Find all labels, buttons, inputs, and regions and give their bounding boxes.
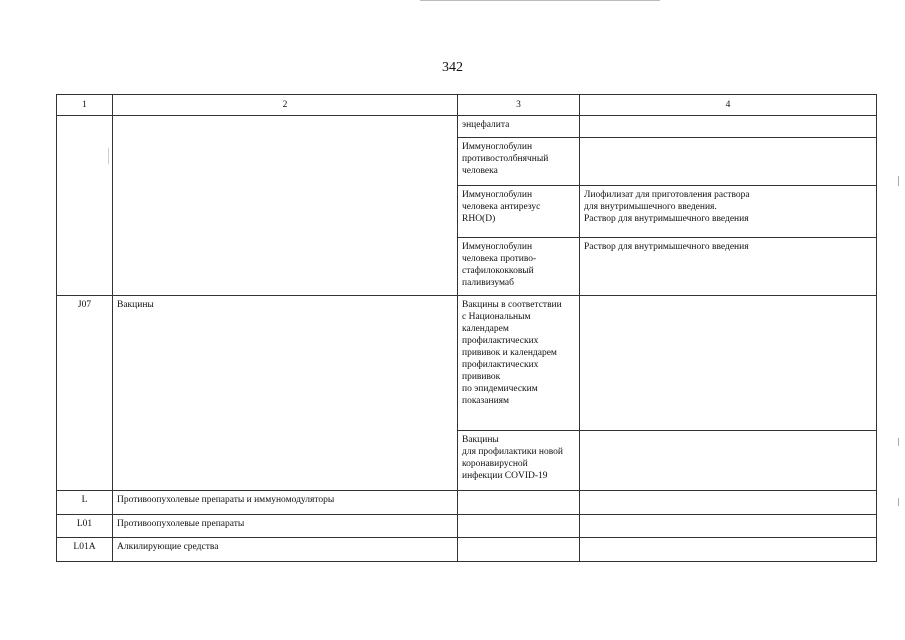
name-cell: Алкилирующие средства xyxy=(113,538,458,562)
code-cell: L xyxy=(57,491,113,515)
code-cell: L01A xyxy=(57,538,113,562)
forms-cell xyxy=(580,491,877,515)
scan-artifact xyxy=(898,176,899,186)
code-cell: J07 xyxy=(57,296,113,491)
forms-cell xyxy=(580,515,877,538)
col-header-drug: 3 xyxy=(458,95,580,116)
code-cell xyxy=(57,116,113,296)
scan-artifact xyxy=(898,438,899,446)
forms-cell xyxy=(580,538,877,562)
table-row xyxy=(57,538,877,562)
col-header-forms: 4 xyxy=(580,95,877,116)
name-cell: Противоопухолевые препараты и иммуномодуляторы xyxy=(113,491,458,515)
table-row xyxy=(57,491,877,515)
drug-cell: Иммуноглобулин противостолбнячный человека xyxy=(458,138,580,186)
table-row xyxy=(57,116,877,138)
forms-cell: Лиофилизат для приготовления раствора для внутримышечного введения. Раствор для внутримышечного введения xyxy=(580,186,877,238)
name-cell: Противоопухолевые препараты xyxy=(113,515,458,538)
drug-cell xyxy=(458,491,580,515)
forms-cell xyxy=(580,296,877,431)
col-header-name: 2 xyxy=(113,95,458,116)
page-number: 342 xyxy=(442,60,463,75)
drug-cell: энцефалита xyxy=(458,116,580,138)
name-cell: Вакцины xyxy=(113,296,458,491)
name-cell xyxy=(113,116,458,296)
top-scan-rule xyxy=(420,0,660,1)
drug-cell: Иммуноглобулин человека антирезус RHO(D) xyxy=(458,186,580,238)
table-header-row xyxy=(57,95,877,116)
forms-cell xyxy=(580,116,877,138)
drug-cell xyxy=(458,538,580,562)
forms-cell: Раствор для внутримышечного введения xyxy=(580,238,877,296)
drug-table xyxy=(56,94,877,562)
drug-cell: Вакцины в соответствии с Национальным календарем профилактических прививок и календарем профилактических прививок по эпидемическим показаниям xyxy=(458,296,580,431)
forms-cell xyxy=(580,138,877,186)
drug-cell xyxy=(458,515,580,538)
scan-artifact xyxy=(898,498,899,506)
drug-cell: Вакцины для профилактики новой коронавирусной инфекции COVID-19 xyxy=(458,431,580,491)
table-row xyxy=(57,515,877,538)
drug-cell: Иммуноглобулин человека противо- стафилококковый паливизумаб xyxy=(458,238,580,296)
table-row xyxy=(57,296,877,431)
col-header-code: 1 xyxy=(57,95,113,116)
code-cell: L01 xyxy=(57,515,113,538)
forms-cell xyxy=(580,431,877,491)
